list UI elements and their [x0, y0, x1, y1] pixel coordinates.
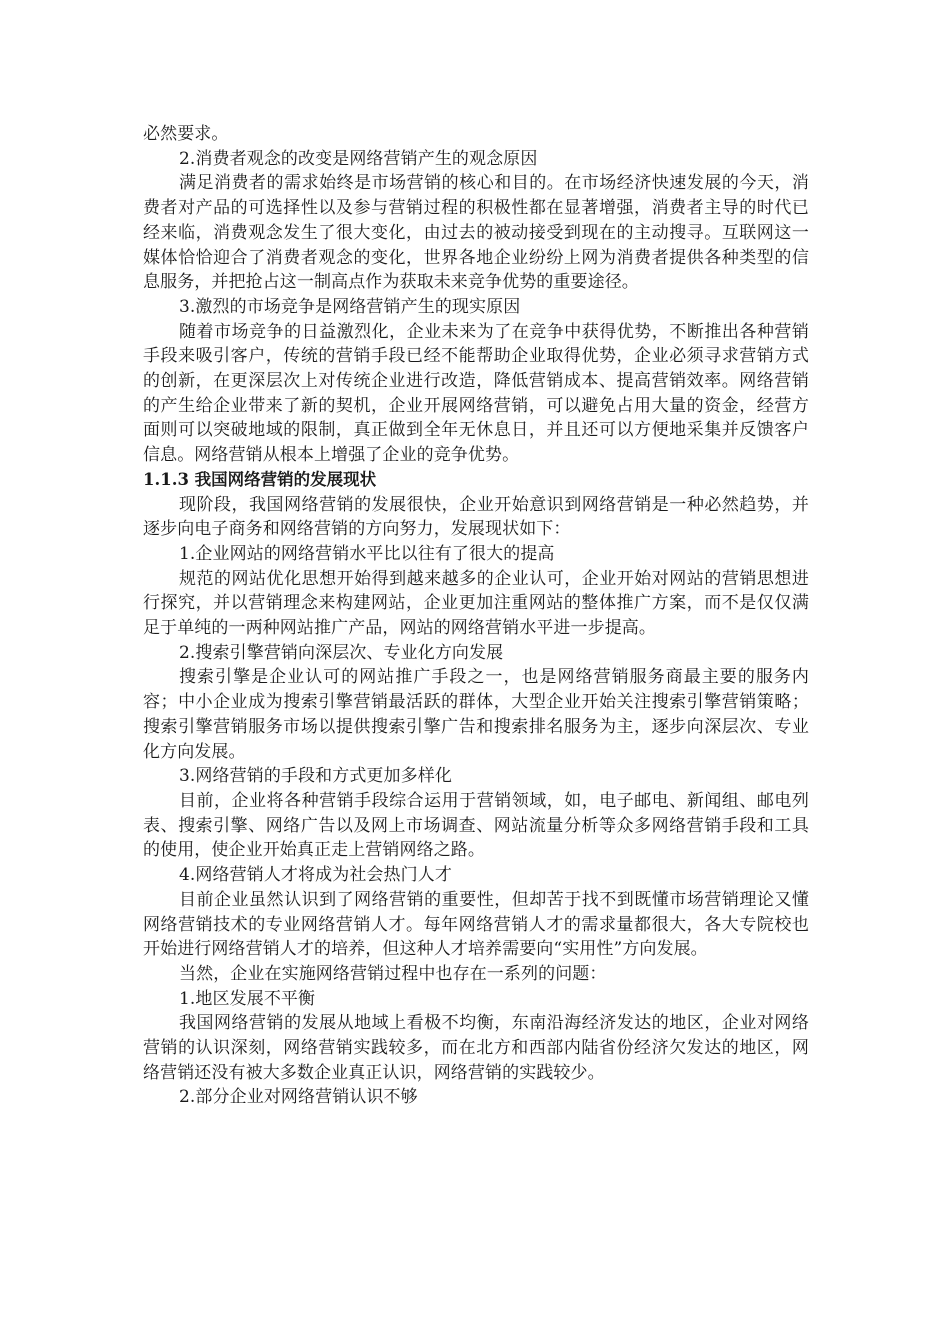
paragraph: 目前，企业将各种营销手段综合运用于营销领域，如，电子邮电、新闻组、邮电列表、搜索引擎、网络广告以及网上市场调查、网站流量分析等众多网络营销手段和工具的使用，使企业开始真正走上营销网络之路。: [143, 790, 809, 861]
subheading: 2.搜索引擎营销向深层次、专业化方向发展: [179, 642, 504, 663]
paragraph: 当然，企业在实施网络营销过程中也存在一系列的问题：: [179, 963, 607, 984]
section-heading: 1.1.3 我国网络营销的发展现状: [143, 469, 377, 489]
subheading: 1.企业网站的网络营销水平比以往有了很大的提高: [179, 543, 555, 564]
paragraph: 搜索引擎是企业认可的网站推广手段之一，也是网络营销服务商最主要的服务内容；中小企业成为搜索引擎营销最活跃的群体，大型企业开始关注搜索引擎营销策略；搜索引擎营销服务市场以提供搜索引擎广告和搜索排名服务为主，逐步向深层次、专业化方向发展。: [143, 667, 809, 762]
paragraph: 规范的网站优化思想开始得到越来越多的企业认可，企业开始对网站的营销思想进行探究，并以营销理念来构建网站，企业更加注重网站的整体推广方案，而不是仅仅满足于单纯的一两种网站推广产品，网站的网络营销水平进一步提高。: [143, 568, 809, 639]
subheading: 2.部分企业对网络营销认识不够: [179, 1087, 418, 1108]
paragraph: 我国网络营销的发展从地域上看极不均衡，东南沿海经济发达的地区，企业对网络营销的认识深刻，网络营销实践较多，而在北方和西部内陆省份经济欠发达的地区，网络营销还没有被大多数企业真正认识，网络营销的实践较少。: [143, 1013, 809, 1083]
subheading: 4.网络营销人才将成为社会热门人才: [179, 865, 452, 886]
paragraph: 必然要求。: [143, 124, 229, 144]
subheading: 3.网络营销的手段和方式更加多样化: [179, 766, 452, 787]
subheading: 2.消费者观念的改变是网络营销产生的观念原因: [179, 148, 538, 169]
subheading: 1.地区发展不平衡: [179, 988, 316, 1009]
paragraph: 现阶段，我国网络营销的发展很快，企业开始意识到网络营销是一种必然趋势，并逐步向电子商务和网络营销的方向努力，发展现状如下：: [143, 494, 809, 540]
paragraph: 目前企业虽然认识到了网络营销的重要性，但却苦于找不到既懂市场营销理论又懂网络营销技术的专业网络营销人才。每年网络营销人才的需求量都很大，各大专院校也开始进行网络营销人才的培养，但这种人才培养需要向“实用性”方向发展。: [143, 889, 809, 960]
document-page: [143, 122, 809, 1110]
paragraph: 满足消费者的需求始终是市场营销的核心和目的。在市场经济快速发展的今天，消费者对产品的可选择性以及参与营销过程的积极性都在显著增强，消费者主导的时代已经来临，消费观念发生了很大变化，由过去的被动接受到现在的主动搜寻。互联网这一媒体恰恰迎合了消费者观念的变化，世界各地企业纷纷上网为消费者提供各种类型的信息服务，并把抢占这一制高点作为获取未来竞争优势的重要途径。: [143, 173, 809, 293]
subheading: 3.激烈的市场竞争是网络营销产生的现实原因: [179, 296, 521, 317]
paragraph: 随着市场竞争的日益激烈化，企业未来为了在竞争中获得优势，不断推出各种营销手段来吸引客户，传统的营销手段已经不能帮助企业取得优势，企业必须寻求营销方式的创新，在更深层次上对传统企业进行改造，降低营销成本、提高营销效率。网络营销的产生给企业带来了新的契机，企业开展网络营销，可以避免占用大量的资金，经营方面则可以突破地域的限制，真正做到全年无休息日，并且还可以方便地采集并反馈客户信息。网络营销从根本上增强了企业的竞争优势。: [143, 321, 809, 466]
